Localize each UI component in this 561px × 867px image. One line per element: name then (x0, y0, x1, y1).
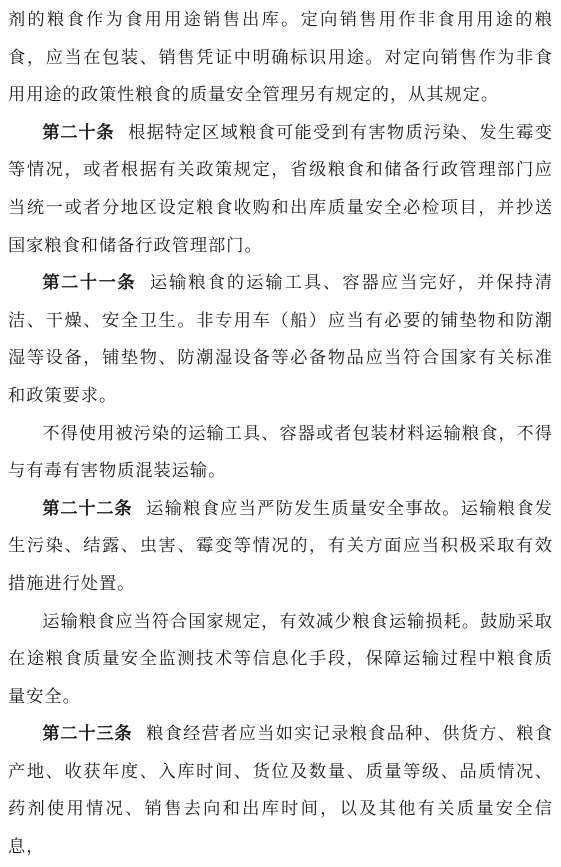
article-23-paragraph (8, 716, 553, 866)
paragraph-text: 剂的粮食作为食用用途销售出库。定向销售用作非食用用途的粮食，应当在包装、销售凭证中明确标识用途。对定向销售作为非食用用途的政策性粮食的质量安全管理另有规定的，从其规定。 (8, 10, 553, 106)
article-number: 第二十一条 (42, 273, 137, 294)
article-21-paragraph-2 (8, 416, 553, 491)
article-number: 第二十二条 (42, 498, 133, 519)
paragraph-text: 运输粮食的运输工具、容器应当完好，并保持清洁、干燥、安全卫生。非专用车（船）应当有必要的铺垫物和防潮湿等设备，铺垫物、防潮湿设备等必备物品应当符合国家有关标准和政策要求。 (8, 273, 553, 406)
paragraph-continuation (8, 2, 553, 115)
article-22-paragraph-2 (8, 604, 553, 717)
article-22-paragraph (8, 491, 553, 604)
article-number: 第二十条 (42, 122, 115, 143)
article-number: 第二十三条 (42, 724, 133, 745)
paragraph-text: 不得使用被污染的运输工具、容器或者包装材料运输粮食，不得与有毒有害物质混装运输。 (8, 423, 553, 482)
article-20-paragraph (8, 115, 553, 265)
article-21-paragraph (8, 265, 553, 415)
paragraph-text: 运输粮食应当严防发生质量安全事故。运输粮食发生污染、结露、虫害、霉变等情况的，有关方面应当积极采取有效措施进行处置。 (8, 498, 553, 594)
paragraph-text: 运输粮食应当符合国家规定，有效减少粮食运输损耗。鼓励采取在途粮食质量安全监测技术等信息化手段，保障运输过程中粮食质量安全。 (8, 611, 553, 707)
paragraph-text: 粮食经营者应当如实记录粮食品种、供货方、粮食产地、收获年度、入库时间、货位及数量、质量等级、品质情况、药剂使用情况、销售去向和出库时间，以及其他有关质量安全信息， (8, 724, 553, 858)
paragraph-text: 根据特定区域粮食可能受到有害物质污染、发生霉变等情况，或者根据有关政策规定，省级粮食和储备行政管理部门应当统一或者分地区设定粮食收购和出库质量安全必检项目，并抄送国家粮食和储备行政管理部门。 (8, 122, 553, 256)
